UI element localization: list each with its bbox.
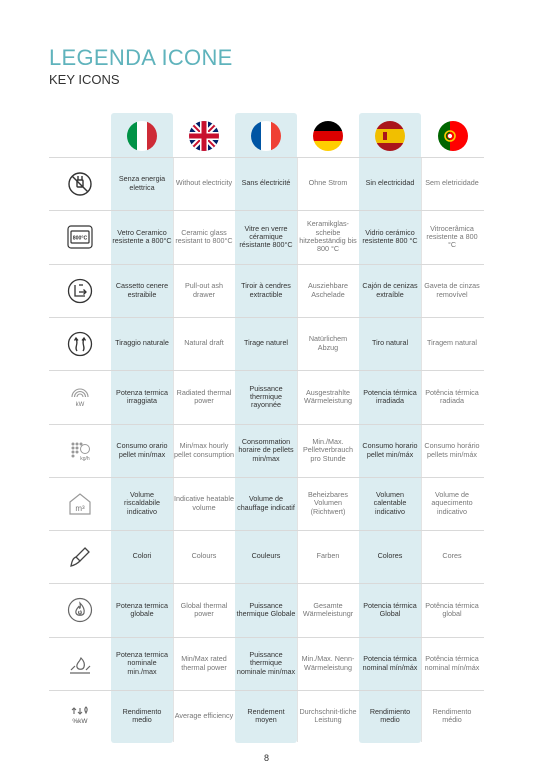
svg-text:kg/h: kg/h — [80, 455, 90, 462]
table-cell-de: Ausgestrahlte Wärmeleistung — [304, 387, 352, 405]
table-cell-gb: Pull-out ash drawer — [185, 281, 223, 299]
table-cell-fr: Rendement moyen — [247, 706, 285, 724]
table-cell-fr: Puissance thermique Globale — [236, 600, 296, 618]
table-cell-es: Colores — [377, 551, 403, 561]
table-cell-it: Senza energia elettrica — [118, 174, 166, 192]
table-cell-es: Tiro natural — [371, 338, 409, 348]
table-cell-es: Potencia térmica nominal mín/máx — [362, 654, 418, 672]
table-cell-it: Potenza termica nominale min./max — [116, 650, 168, 676]
table-cell-gb: Colours — [191, 551, 217, 561]
svg-text:800°C: 800°C — [72, 235, 88, 242]
table-cell-it: Colori — [132, 551, 152, 561]
table-cell-de: Min./Max. Nenn-Wärmeleistung — [301, 654, 355, 672]
table-cell-es: Vidrio cerámico resistente 800 °C — [362, 227, 418, 245]
table-cell-fr: Tiroir à cendres extractible — [241, 281, 291, 299]
heatable-volume-icon — [49, 477, 111, 530]
it-flag-icon — [127, 121, 157, 151]
table-cell-de: Min./Max. Pelletverbrauch pro Stunde — [303, 437, 353, 463]
table-cell-it: Rendimento medio — [122, 706, 162, 724]
fr-flag-icon — [251, 121, 281, 151]
table-cell-pt: Potência térmica nominal mín/máx — [424, 654, 480, 672]
table-cell-gb: Min/Max rated thermal power — [181, 654, 227, 672]
table-cell-pt: Volume de aquecimento indicativo — [431, 490, 473, 516]
page-title: LEGENDA ICONE — [49, 45, 233, 70]
table-cell-de: Natürlichem Abzug — [308, 334, 348, 352]
table-cell-fr: Consommation horaire de pellets min/max — [238, 437, 294, 463]
table-cell-pt: Potência térmica global — [425, 600, 479, 618]
table-cell-fr: Volume de chauffage indicatif — [237, 494, 295, 512]
table-cell-pt: Gaveta de cinzas removível — [424, 281, 480, 299]
svg-text:kW: kW — [75, 402, 85, 408]
es-flag-icon — [375, 121, 405, 151]
table-cell-pt: Consumo horário pellets min/máx — [424, 441, 480, 459]
table-cell-gb: Radiated thermal power — [176, 387, 232, 405]
table-cell-pt: Vitrocerâmica resistente a 800 °C — [426, 223, 478, 250]
table-cell-fr: Couleurs — [251, 551, 281, 561]
table-cell-it: Vetro Ceramico resistente a 800°C — [112, 227, 172, 245]
table-cell-de: Ausziehbare Aschelade — [308, 281, 348, 299]
table-cell-es: Volumen calentable indicativo — [373, 490, 407, 516]
gb-flag-icon — [189, 121, 219, 151]
table-cell-es: Potencia térmica Global — [363, 600, 417, 618]
table-cell-it: Potenza termica irraggiata — [116, 387, 168, 405]
table-cell-it: Potenza termica globale — [116, 600, 168, 618]
ceramic-glass-800c-icon — [49, 210, 111, 264]
global-power-flame-icon — [49, 583, 111, 637]
page-subtitle: KEY ICONS — [49, 72, 120, 87]
table-cell-it: Consumo orario pellet min/max — [116, 441, 168, 459]
pt-flag-icon — [438, 121, 468, 151]
table-cell-de: Durchschnit-tliche Leistung — [299, 706, 357, 724]
table-cell-it: Tiraggio naturale — [115, 338, 169, 348]
table-cell-de: Farben — [316, 551, 340, 561]
efficiency-icon — [49, 690, 111, 742]
table-cell-de: Keramikglas-scheibe hitzebeständig bis 800 °C — [299, 219, 357, 254]
table-cell-es: Cajón de cenizas extraíble — [362, 281, 418, 299]
table-cell-gb: Ceramic glass resistant to 800°C — [175, 227, 233, 245]
table-cell-it: Volume riscaldabile indicativo — [124, 490, 160, 516]
table-cell-gb: Natural draft — [184, 338, 224, 348]
table-cell-es: Rendimiento medio — [369, 706, 411, 724]
table-cell-fr: Tirage naturel — [243, 338, 289, 348]
table-cell-gb: Without electricity — [175, 178, 233, 188]
natural-draft-icon — [49, 317, 111, 370]
table-cell-gb: Global thermal power — [180, 600, 228, 618]
table-cell-es: Consumo horario pellet min/máx — [362, 441, 418, 459]
table-cell-de: Beheizbares Volumen (Richtwert) — [308, 490, 348, 516]
table-cell-it: Cassetto cenere estraibile — [115, 281, 169, 299]
radiated-power-icon — [49, 370, 111, 424]
page-number: 8 — [263, 753, 269, 763]
table-cell-de: Gesamte Wärmeleistungr — [302, 600, 354, 618]
table-cell-fr: Puissance thermique nominale min/max — [236, 650, 296, 676]
table-cell-es: Potencia térmica irradiada — [363, 387, 417, 405]
pellet-consumption-icon — [49, 424, 111, 477]
table-cell-pt: Sem eletricidade — [425, 178, 479, 188]
table-cell-gb: Min/max hourly pellet consumption — [174, 441, 234, 459]
table-cell-fr: Puissance thermique rayonnée — [249, 383, 283, 410]
table-cell-es: Sin electricidad — [365, 178, 415, 188]
svg-text:%kW: %kW — [72, 718, 88, 725]
table-cell-pt: Rendimento médio — [432, 706, 472, 724]
colours-brush-icon — [49, 530, 111, 583]
table-cell-de: Ohne Strom — [308, 178, 348, 188]
table-cell-pt: Potência térmica radiada — [425, 387, 479, 405]
no-electricity-icon — [49, 157, 111, 210]
table-cell-fr: Sans électricité — [241, 178, 291, 188]
table-cell-fr: Vitre en verre céramique résistante 800°C — [239, 223, 293, 250]
table-cell-gb: Indicative heatable volume — [174, 494, 234, 512]
table-cell-gb: Average efficiency — [174, 710, 234, 720]
table-cell-pt: Tiragem natural — [426, 338, 478, 348]
ash-drawer-icon — [49, 264, 111, 317]
table-cell-pt: Cores — [442, 551, 462, 561]
nominal-power-icon — [49, 637, 111, 690]
svg-text:m³: m³ — [75, 503, 85, 513]
de-flag-icon — [313, 121, 343, 151]
